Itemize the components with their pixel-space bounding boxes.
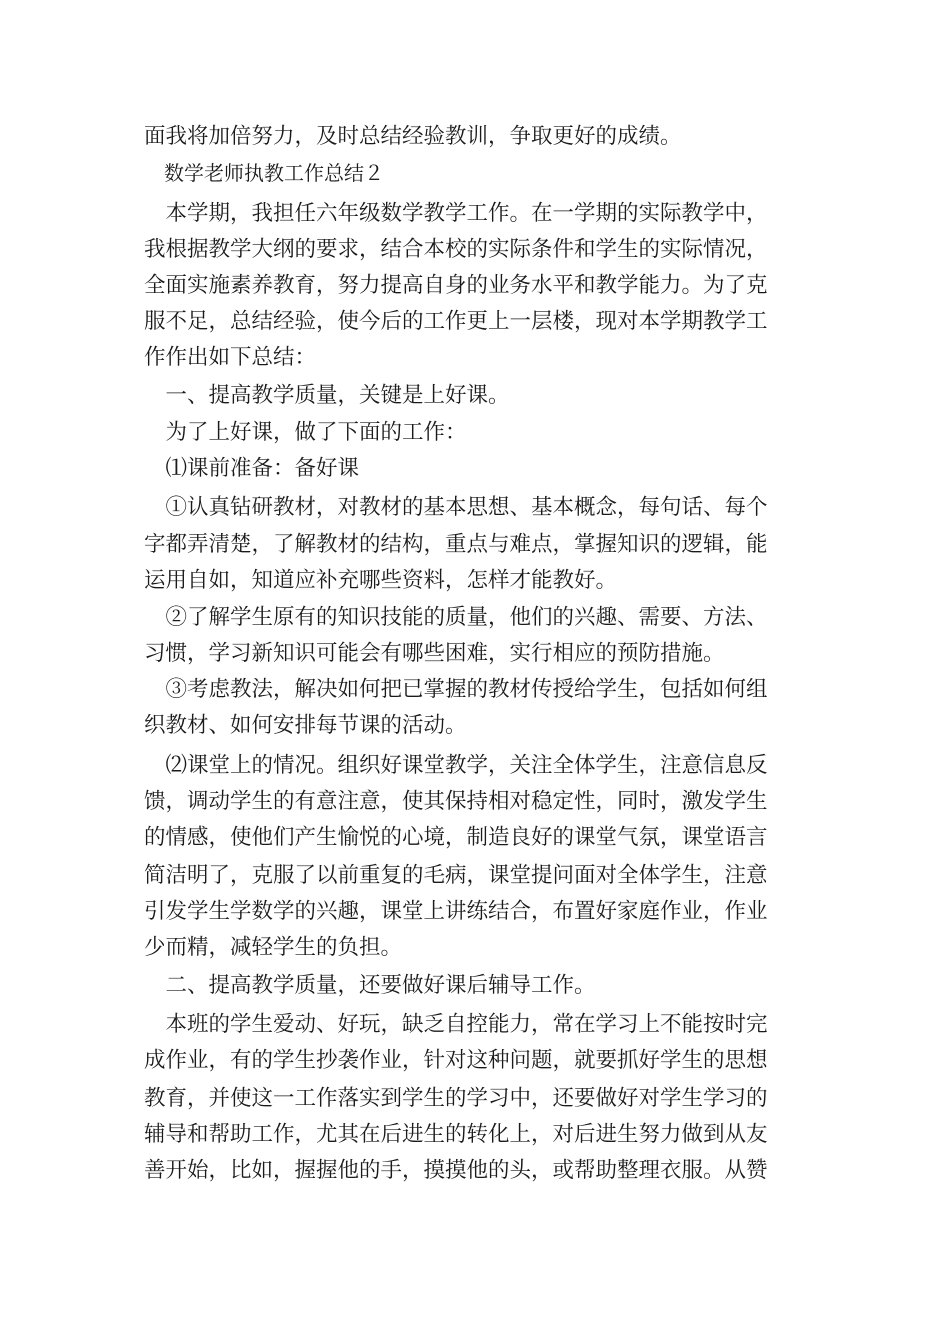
text-line: 为了上好课，做了下面的工作：	[144, 420, 467, 445]
text-line: ③考虑教法，解决如何把已掌握的教材传授给学生，包括如何组	[144, 677, 768, 702]
heading-line: 一、提高教学质量，关键是上好课。	[144, 383, 510, 408]
section-title: 数学老师执教工作总结２	[144, 161, 384, 185]
text-line: 本学期，我担任六年级数学教学工作。在一学期的实际教学中，	[144, 201, 768, 226]
text-line: 教育，并使这一工作落实到学生的学习中，还要做好对学生学习的	[144, 1086, 768, 1111]
text-line: 字都弄清楚，了解教材的结构，重点与难点，掌握知识的逻辑，能	[144, 532, 768, 557]
text-line: 习惯，学习新知识可能会有哪些困难，实行相应的预防措施。	[144, 641, 725, 666]
text-line: ②了解学生原有的知识技能的质量，他们的兴趣、需要、方法、	[144, 605, 768, 630]
text-line: 成作业，有的学生抄袭作业，针对这种问题，就要抓好学生的思想	[144, 1048, 768, 1073]
text-line: 本班的学生爱动、好玩，缺乏自控能力，常在学习上不能按时完	[144, 1012, 768, 1037]
text-line: ⑵课堂上的情况。组织好课堂教学，关注全体学生，注意信息反	[144, 753, 768, 778]
text-line: 面我将加倍努力，及时总结经验教训，争取更好的成绩。	[144, 124, 682, 149]
text-line: 的情感，使他们产生愉悦的心境，制造良好的课堂气氛，课堂语言	[144, 825, 768, 850]
text-line: 服不足，总结经验，使今后的工作更上一层楼，现对本学期教学工	[144, 309, 768, 334]
text-line: 全面实施素养教育，努力提高自身的业务水平和教学能力。为了克	[144, 273, 768, 298]
subheading-line: ⑴课前准备：备好课	[144, 456, 360, 481]
text-line: 辅导和帮助工作，尤其在后进生的转化上，对后进生努力做到从友	[144, 1122, 768, 1147]
heading-line: 二、提高教学质量，还要做好课后辅导工作。	[144, 973, 596, 998]
text-line: 运用自如，知道应补充哪些资料，怎样才能教好。	[144, 568, 618, 593]
text-line: 作作出如下总结：	[144, 345, 317, 370]
text-line: 简洁明了，克服了以前重复的毛病，课堂提问面对全体学生，注意	[144, 863, 768, 888]
text-line: 馈，调动学生的有意注意，使其保持相对稳定性，同时，激发学生	[144, 789, 768, 814]
text-line: 少而精，减轻学生的负担。	[144, 935, 403, 960]
text-line: 引发学生学数学的兴趣，课堂上讲练结合，布置好家庭作业，作业	[144, 899, 768, 924]
text-line: 善开始，比如，握握他的手，摸摸他的头，或帮助整理衣服。从赞	[144, 1158, 768, 1183]
text-line: ①认真钻研教材，对教材的基本思想、基本概念，每句话、每个	[144, 495, 768, 520]
text-line: 织教材、如何安排每节课的活动。	[144, 713, 467, 738]
text-line: 我根据教学大纲的要求，结合本校的实际条件和学生的实际情况，	[144, 237, 768, 262]
